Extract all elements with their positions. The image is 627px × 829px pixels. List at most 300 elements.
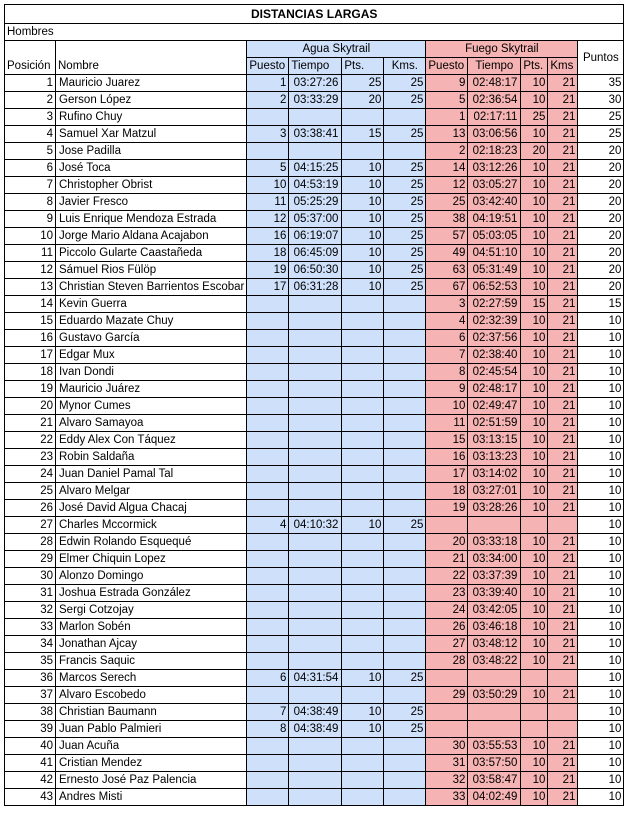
fuego-pts-cell: 15 [521,296,548,313]
name-cell: Alvaro Escobedo [56,687,247,704]
name-cell: Sámuel Rios Fülöp [56,262,247,279]
fuego-kms-cell: 21 [548,330,578,347]
agua-pts-header: Pts. [342,58,384,75]
agua-tiempo-cell: 04:10:32 [289,517,342,534]
name-cell: Robin Saldaña [56,449,247,466]
agua-pts-cell [342,619,384,636]
points-cell: 10 [578,619,624,636]
agua-kms-cell [384,398,426,415]
name-cell: Jonathan Ajcay [56,636,247,653]
fuego-kms-cell: 21 [548,364,578,381]
position-cell: 17 [5,347,56,364]
table-row [5,789,624,806]
points-cell: 20 [578,262,624,279]
agua-puesto-cell [247,466,289,483]
fuego-pts-cell: 10 [521,177,548,194]
fuego-puesto-cell: 10 [426,398,468,415]
agua-kms-cell [384,772,426,789]
fuego-pts-cell: 10 [521,313,548,330]
table-row [5,228,624,245]
agua-kms-cell [384,687,426,704]
agua-kms-cell: 25 [384,75,426,92]
agua-pts-cell [342,500,384,517]
fuego-puesto-cell: 25 [426,194,468,211]
agua-puesto-cell: 19 [247,262,289,279]
fuego-puesto-cell: 38 [426,211,468,228]
points-cell: 10 [578,653,624,670]
agua-pts-cell [342,738,384,755]
fuego-pts-cell: 10 [521,687,548,704]
agua-pts-cell [342,568,384,585]
fuego-tiempo-header: Tiempo [468,58,521,75]
fuego-puesto-cell: 3 [426,296,468,313]
points-cell: 10 [578,364,624,381]
agua-puesto-cell: 1 [247,75,289,92]
table-row [5,687,624,704]
table-row [5,330,624,347]
table-row [5,568,624,585]
position-cell: 41 [5,755,56,772]
agua-puesto-cell: 5 [247,160,289,177]
agua-kms-cell [384,534,426,551]
fuego-puesto-cell: 9 [426,75,468,92]
table-row [5,262,624,279]
fuego-pts-cell: 10 [521,568,548,585]
fuego-kms-cell: 21 [548,398,578,415]
position-cell: 38 [5,704,56,721]
agua-kms-cell [384,738,426,755]
agua-puesto-cell: 12 [247,211,289,228]
position-cell: 37 [5,687,56,704]
fuego-pts-cell [521,704,548,721]
fuego-kms-cell: 21 [548,551,578,568]
fuego-pts-cell: 10 [521,432,548,449]
name-cell: Mauricio Juárez [56,381,247,398]
fuego-puesto-cell: 23 [426,585,468,602]
agua-pts-cell: 10 [342,279,384,296]
fuego-pts-cell: 10 [521,211,548,228]
table-row [5,177,624,194]
table-row [5,772,624,789]
fuego-tiempo-cell: 02:32:39 [468,313,521,330]
fuego-pts-cell [521,721,548,738]
fuego-puesto-cell: 13 [426,126,468,143]
fuego-kms-cell: 21 [548,245,578,262]
agua-tiempo-cell [289,415,342,432]
agua-kms-cell: 25 [384,160,426,177]
fuego-kms-cell [548,704,578,721]
name-cell: Edgar Mux [56,347,247,364]
table-row [5,483,624,500]
agua-puesto-cell [247,568,289,585]
agua-tiempo-cell [289,330,342,347]
fuego-pts-cell: 25 [521,109,548,126]
agua-pts-cell: 10 [342,721,384,738]
position-cell: 5 [5,143,56,160]
position-cell: 24 [5,466,56,483]
agua-tiempo-cell [289,466,342,483]
points-cell: 10 [578,687,624,704]
agua-tiempo-cell [289,296,342,313]
fuego-tiempo-cell: 02:38:40 [468,347,521,364]
position-cell: 16 [5,330,56,347]
agua-puesto-cell [247,330,289,347]
fuego-kms-cell: 21 [548,449,578,466]
points-cell: 15 [578,296,624,313]
fuego-tiempo-cell: 03:34:00 [468,551,521,568]
points-cell: 10 [578,483,624,500]
points-cell: 25 [578,126,624,143]
position-cell: 7 [5,177,56,194]
position-cell: 3 [5,109,56,126]
fuego-pts-cell: 10 [521,347,548,364]
agua-puesto-cell [247,381,289,398]
points-cell: 20 [578,228,624,245]
table-row [5,551,624,568]
agua-kms-cell [384,568,426,585]
position-cell: 19 [5,381,56,398]
name-cell: Alvaro Melgar [56,483,247,500]
fuego-tiempo-cell: 02:27:59 [468,296,521,313]
agua-pts-cell: 10 [342,245,384,262]
fuego-kms-cell: 21 [548,636,578,653]
agua-pts-cell [342,296,384,313]
agua-tiempo-cell [289,755,342,772]
fuego-pts-cell: 10 [521,636,548,653]
agua-tiempo-cell [289,500,342,517]
agua-kms-cell: 25 [384,177,426,194]
fuego-kms-cell: 21 [548,194,578,211]
fuego-tiempo-cell: 04:19:51 [468,211,521,228]
points-cell: 10 [578,330,624,347]
agua-pts-cell [342,534,384,551]
table-row [5,381,624,398]
fuego-pts-cell: 10 [521,92,548,109]
fuego-puesto-cell [426,517,468,534]
fuego-tiempo-cell: 02:48:17 [468,381,521,398]
fuego-tiempo-cell: 02:37:56 [468,330,521,347]
fuego-pts-cell: 10 [521,75,548,92]
position-cell: 8 [5,194,56,211]
fuego-pts-cell: 10 [521,126,548,143]
agua-kms-cell [384,296,426,313]
fuego-kms-cell: 21 [548,585,578,602]
points-cell: 10 [578,500,624,517]
fuego-pts-cell: 10 [521,585,548,602]
agua-tiempo-cell [289,313,342,330]
fuego-pts-cell: 10 [521,381,548,398]
points-cell: 20 [578,194,624,211]
fuego-kms-cell: 21 [548,177,578,194]
fuego-puesto-cell: 22 [426,568,468,585]
points-cell: 10 [578,347,624,364]
agua-tiempo-header: Tiempo [289,58,342,75]
name-cell: Christian Baumann [56,704,247,721]
fuego-tiempo-cell: 03:50:29 [468,687,521,704]
agua-tiempo-cell [289,738,342,755]
points-cell: 20 [578,177,624,194]
agua-pts-cell [342,449,384,466]
category-label: Hombres [5,24,624,41]
name-cell: Rufino Chuy [56,109,247,126]
position-cell: 35 [5,653,56,670]
position-cell: 6 [5,160,56,177]
name-cell: Juan Daniel Pamal Tal [56,466,247,483]
agua-pts-cell [342,415,384,432]
name-cell: Ivan Dondi [56,364,247,381]
fuego-pts-cell: 10 [521,619,548,636]
fuego-tiempo-cell [468,517,521,534]
agua-pts-cell [342,789,384,806]
fuego-puesto-cell: 67 [426,279,468,296]
agua-tiempo-cell: 04:15:25 [289,160,342,177]
fuego-puesto-cell: 11 [426,415,468,432]
fuego-tiempo-cell: 02:49:47 [468,398,521,415]
agua-puesto-cell: 4 [247,517,289,534]
fuego-puesto-cell: 14 [426,160,468,177]
fuego-puesto-cell: 2 [426,143,468,160]
name-cell: Gerson López [56,92,247,109]
agua-pts-cell: 10 [342,160,384,177]
fuego-puesto-cell: 8 [426,364,468,381]
fuego-puesto-cell: 32 [426,772,468,789]
fuego-tiempo-cell: 02:17:11 [468,109,521,126]
fuego-tiempo-cell: 02:48:17 [468,75,521,92]
fuego-kms-cell: 21 [548,568,578,585]
fuego-tiempo-cell: 03:42:05 [468,602,521,619]
name-cell: Eduardo Mazate Chuy [56,313,247,330]
points-cell: 10 [578,602,624,619]
agua-pts-cell [342,636,384,653]
agua-tiempo-cell [289,381,342,398]
fuego-puesto-cell [426,670,468,687]
name-cell: Gustavo García [56,330,247,347]
fuego-pts-cell: 10 [521,160,548,177]
table-row [5,245,624,262]
table-row [5,126,624,143]
agua-kms-cell [384,585,426,602]
agua-pts-cell: 10 [342,228,384,245]
fuego-kms-cell: 21 [548,415,578,432]
agua-tiempo-cell [289,483,342,500]
name-cell: Eddy Alex Con Táquez [56,432,247,449]
agua-pts-cell: 10 [342,704,384,721]
name-cell: Christopher Obrist [56,177,247,194]
fuego-tiempo-cell: 03:14:02 [468,466,521,483]
fuego-pts-cell [521,670,548,687]
points-cell: 10 [578,517,624,534]
name-cell: Joshua Estrada González [56,585,247,602]
table-row [5,619,624,636]
table-row [5,92,624,109]
agua-tiempo-cell [289,109,342,126]
fuego-puesto-cell: 1 [426,109,468,126]
table-row [5,364,624,381]
fuego-kms-cell: 21 [548,534,578,551]
agua-pts-cell: 20 [342,92,384,109]
fuego-kms-cell: 21 [548,602,578,619]
agua-tiempo-cell [289,772,342,789]
position-cell: 10 [5,228,56,245]
fuego-puesto-cell: 49 [426,245,468,262]
agua-kms-cell [384,636,426,653]
agua-puesto-cell [247,500,289,517]
points-cell: 10 [578,755,624,772]
agua-tiempo-cell: 06:19:07 [289,228,342,245]
fuego-tiempo-cell: 03:46:18 [468,619,521,636]
agua-puesto-cell [247,534,289,551]
fuego-kms-cell: 21 [548,143,578,160]
agua-kms-cell [384,330,426,347]
agua-tiempo-cell: 03:38:41 [289,126,342,143]
agua-puesto-cell [247,432,289,449]
fuego-puesto-cell: 33 [426,789,468,806]
position-cell: 42 [5,772,56,789]
agua-pts-cell [342,364,384,381]
agua-puesto-cell [247,755,289,772]
fuego-kms-cell: 21 [548,755,578,772]
table-row [5,585,624,602]
agua-kms-cell [384,347,426,364]
sheet-title: DISTANCIAS LARGAS [5,5,624,24]
position-cell: 18 [5,364,56,381]
agua-kms-header: Kms. [384,58,426,75]
agua-tiempo-cell: 03:33:29 [289,92,342,109]
fuego-puesto-cell: 24 [426,602,468,619]
points-cell: 10 [578,415,624,432]
agua-pts-cell [342,551,384,568]
agua-pts-cell [342,330,384,347]
points-cell: 10 [578,636,624,653]
fuego-tiempo-cell: 03:55:53 [468,738,521,755]
agua-kms-cell: 25 [384,194,426,211]
fuego-pts-cell: 10 [521,738,548,755]
agua-pts-cell [342,602,384,619]
fuego-puesto-cell: 7 [426,347,468,364]
fuego-pts-cell: 10 [521,449,548,466]
fuego-pts-cell: 10 [521,755,548,772]
fuego-tiempo-cell: 05:03:05 [468,228,521,245]
fuego-tiempo-cell: 03:48:12 [468,636,521,653]
position-cell: 12 [5,262,56,279]
agua-pts-cell [342,432,384,449]
agua-puesto-cell: 11 [247,194,289,211]
table-row [5,534,624,551]
fuego-pts-cell: 10 [521,262,548,279]
fuego-kms-cell: 21 [548,500,578,517]
fuego-puesto-cell: 16 [426,449,468,466]
position-cell: 36 [5,670,56,687]
agua-puesto-cell: 10 [247,177,289,194]
position-cell: 20 [5,398,56,415]
position-header: Posición [5,58,56,75]
agua-puesto-cell: 7 [247,704,289,721]
fuego-kms-cell: 21 [548,789,578,806]
table-row [5,653,624,670]
table-row [5,398,624,415]
name-cell: Luis Enrique Mendoza Estrada [56,211,247,228]
agua-puesto-cell [247,619,289,636]
points-cell: 10 [578,704,624,721]
agua-tiempo-cell [289,653,342,670]
points-cell: 20 [578,245,624,262]
fuego-kms-cell: 21 [548,160,578,177]
name-cell: Juan Acuña [56,738,247,755]
points-cell: 10 [578,449,624,466]
agua-puesto-cell [247,789,289,806]
agua-kms-cell [384,602,426,619]
fuego-pts-cell: 10 [521,772,548,789]
agua-puesto-cell [247,143,289,160]
agua-kms-cell [384,466,426,483]
points-cell: 10 [578,568,624,585]
fuego-kms-header: Kms [548,58,578,75]
fuego-puesto-header: Puesto [426,58,468,75]
fuego-kms-cell: 21 [548,687,578,704]
agua-puesto-cell [247,415,289,432]
fuego-tiempo-cell: 02:36:54 [468,92,521,109]
name-cell: Piccolo Gularte Caastañeda [56,245,247,262]
fuego-puesto-cell: 57 [426,228,468,245]
agua-kms-cell: 25 [384,670,426,687]
name-header: Nombre [56,58,247,75]
agua-tiempo-cell: 06:31:28 [289,279,342,296]
points-cell: 10 [578,313,624,330]
name-cell: Alonzo Domingo [56,568,247,585]
agua-kms-cell: 25 [384,228,426,245]
position-cell: 14 [5,296,56,313]
name-header-top [56,41,247,58]
agua-kms-cell [384,143,426,160]
fuego-kms-cell: 21 [548,109,578,126]
name-cell: Jose Padilla [56,143,247,160]
name-cell: Cristian Mendez [56,755,247,772]
fuego-puesto-cell: 12 [426,177,468,194]
fuego-pts-cell: 10 [521,500,548,517]
agua-puesto-cell: 16 [247,228,289,245]
agua-tiempo-cell [289,636,342,653]
points-cell: 10 [578,738,624,755]
table-row [5,704,624,721]
agua-kms-cell [384,381,426,398]
agua-kms-cell [384,619,426,636]
agua-tiempo-cell [289,551,342,568]
agua-pts-cell [342,772,384,789]
agua-tiempo-cell [289,602,342,619]
table-row [5,415,624,432]
table-row [5,500,624,517]
position-cell: 26 [5,500,56,517]
fuego-pts-cell: 10 [521,398,548,415]
agua-kms-cell: 25 [384,704,426,721]
fuego-pts-cell: 10 [521,415,548,432]
name-cell: Andres Misti [56,789,247,806]
fuego-tiempo-cell: 02:18:23 [468,143,521,160]
fuego-pts-cell: 10 [521,551,548,568]
position-cell: 40 [5,738,56,755]
name-cell: Sergi Cotzojay [56,602,247,619]
agua-kms-cell [384,653,426,670]
position-cell: 39 [5,721,56,738]
fuego-kms-cell: 21 [548,738,578,755]
position-cell: 13 [5,279,56,296]
fuego-pts-cell: 10 [521,279,548,296]
agua-puesto-cell [247,483,289,500]
name-cell: José David Algua Chacaj [56,500,247,517]
agua-kms-cell [384,500,426,517]
agua-pts-cell [342,313,384,330]
points-cell: 10 [578,551,624,568]
